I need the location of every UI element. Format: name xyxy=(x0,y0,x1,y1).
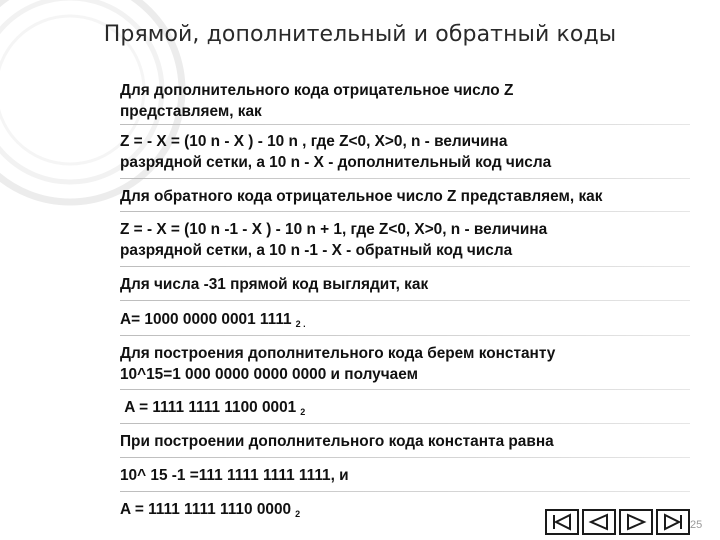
subscript: 2 xyxy=(295,509,301,519)
paragraph-4: Z = - X = (10 n -1 - X ) - 10 n + 1, где Z<0, X>0, n - величина разрядной сетки, а 10 n -1 - X - обратный код числа xyxy=(120,221,548,259)
paragraph-6 xyxy=(120,309,700,335)
paragraph-1: Для дополнительного кода отрицательное число Z представляем, как xyxy=(120,82,514,120)
formula-text: A = 1111 1111 1110 0000 xyxy=(120,501,292,518)
separator xyxy=(120,423,690,424)
separator xyxy=(120,178,690,179)
paragraph-8 xyxy=(120,397,700,423)
slide-navigation xyxy=(545,509,693,535)
subscript: 2 . xyxy=(295,319,306,329)
paragraph-10: 10^ 15 -1 =111 1111 1111 1111, и xyxy=(120,467,349,484)
separator xyxy=(120,124,690,125)
paragraph-3: Для обратного кода отрицательное число Z представляем, как xyxy=(120,188,603,205)
previous-slide-icon xyxy=(587,513,611,531)
paragraph-2: Z = - X = (10 n - X ) - 10 n , где Z<0, X>0, n - величина разрядной сетки, а 10 n - X - дополнительный код числа xyxy=(120,133,552,171)
page-number: 25 xyxy=(690,519,703,531)
separator xyxy=(120,211,690,212)
separator xyxy=(120,457,690,458)
formula-text: A= 1000 0000 0001 1111 xyxy=(120,311,292,328)
first-slide-icon xyxy=(550,513,574,531)
previous-slide-button[interactable] xyxy=(582,509,616,535)
formula-text: A = 1111 1111 1100 0001 xyxy=(120,399,297,416)
last-slide-icon xyxy=(661,513,685,531)
separator xyxy=(120,389,690,390)
next-slide-icon xyxy=(624,513,648,531)
last-slide-button[interactable] xyxy=(656,509,690,535)
paragraph-9: При построении дополнительного кода константа равна xyxy=(120,433,554,450)
slide-title: Прямой, дополнительный и обратный коды xyxy=(103,22,617,47)
separator xyxy=(120,491,690,492)
paragraph-7: Для построения дополнительного кода берем константу 10^15=1 000 0000 0000 0000 и получаем xyxy=(120,345,556,383)
separator xyxy=(120,335,690,336)
first-slide-button[interactable] xyxy=(545,509,579,535)
paragraph-5: Для числа -31 прямой код выглядит, как xyxy=(120,276,429,293)
separator xyxy=(120,300,690,301)
separator xyxy=(120,266,690,267)
subscript: 2 xyxy=(300,407,306,417)
next-slide-button[interactable] xyxy=(619,509,653,535)
